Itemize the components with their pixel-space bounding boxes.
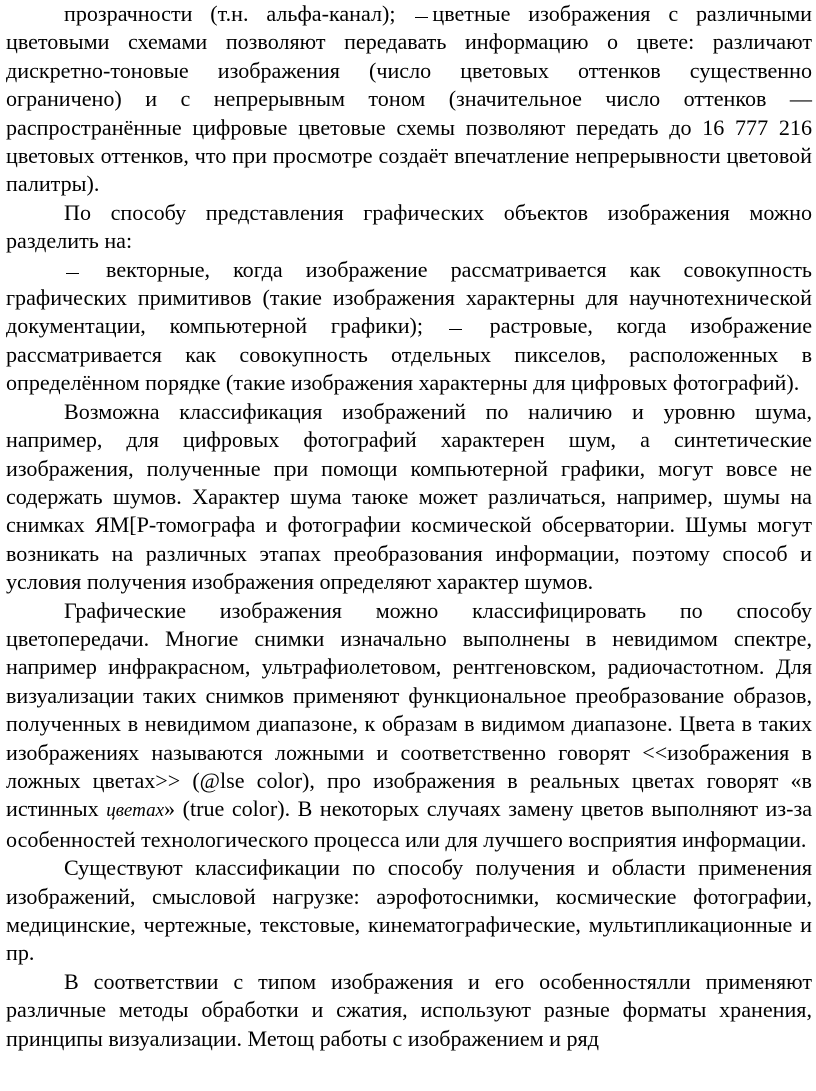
- paragraph-color-schemes: [6, 0, 812, 199]
- paragraph-vector-raster: [6, 256, 812, 398]
- text-fragment: » (true color). В некоторых случаях замену цветов выполняют из-за особенностей технологического процесса или для лучшего восприятия информации.: [6, 796, 813, 852]
- dash-bullet-icon: [415, 3, 428, 18]
- document-page: [6, 0, 812, 1053]
- dash-bullet-icon: [66, 259, 79, 274]
- dash-bullet-icon: [449, 315, 462, 330]
- italic-word: цветах: [106, 800, 165, 822]
- paragraph-classifications: Существуют классификации по способу получения и области применения изображений, смысловой нагрузке: аэрофотоснимки, космические фотографии, медицинские, чертежные, текстовые, кинематографические, мультипликационные и пр.: [6, 855, 812, 966]
- paragraph-noise: Возможна классификация изображений по наличию и уровню шума, например, для цифровых фотографий характерен шум, а синтетические изображения, полученные при помощи компьютерной графики, могут вовсе не содержать шумов. Характер шума таюке может различаться, например, шумы на снимках ЯМ[Р-томографа и фотографии космической обсерватории. Шумы могут возникать на различных этапах преобразования информации, поэтому способ и условия получения изображения определяют характер шумов.: [6, 398, 812, 595]
- paragraph-processing: В соответствии с типом изображения и его особенностялли применяют различные методы обработки и сжатия, используют разные форматы хранения, принципы визуализации. Метощ работы с изображением и ряд: [6, 968, 812, 1051]
- text-fragment: Графические изображения можно классифицировать по способу цветопередачи. Многие снимки изначально выполнены в невидимом спектре, например инфракрасном, ультрафиолетовом, рентгеновском, радиочастотном. Для визуализации таких снимков применяют функциональное преобразование образов, полученных в невидимом диапазоне, к образам в видимом диапазоне. Цвета в таких изображениях называются ложными и соответственно говорят <<изображения в ложных цветах>> (@lse color), про изображения в реальных цветах говорят «в истинных: [6, 597, 812, 822]
- paragraph-representation: По способу представления графических объектов изображения можно разделить на:: [6, 199, 812, 254]
- text-fragment: прозрачности (т.н. альфа-канал);: [64, 1, 414, 26]
- text-fragment: векторные, когда изображение рассматривается как совокупность графических примитивов (такие изображения характерны для научнотехнической документации, компьютерной графики);: [6, 256, 812, 339]
- text-fragment: цветные изображения с различными цветовыми схемами позволяют передавать информацию о цвете: различают дискретно-тоновые изображения (число цветовых оттенков существенно ограничено) и с непрерывным тоном (значительное число оттенков — распространённые цифровые цветовые схемы позволяют передать до 16 777 216 цветовых оттенков, что при просмотре создаёт впечатление непрерывности цветовой палитры).: [6, 1, 812, 197]
- paragraph-color-transfer: [6, 597, 812, 855]
- text-fragment: растровые, когда изображение рассматривается как совокупность отдельных пикселов, расположенных в определённом порядке (такие изображения характерны для цифровых фотографий).: [6, 313, 813, 396]
